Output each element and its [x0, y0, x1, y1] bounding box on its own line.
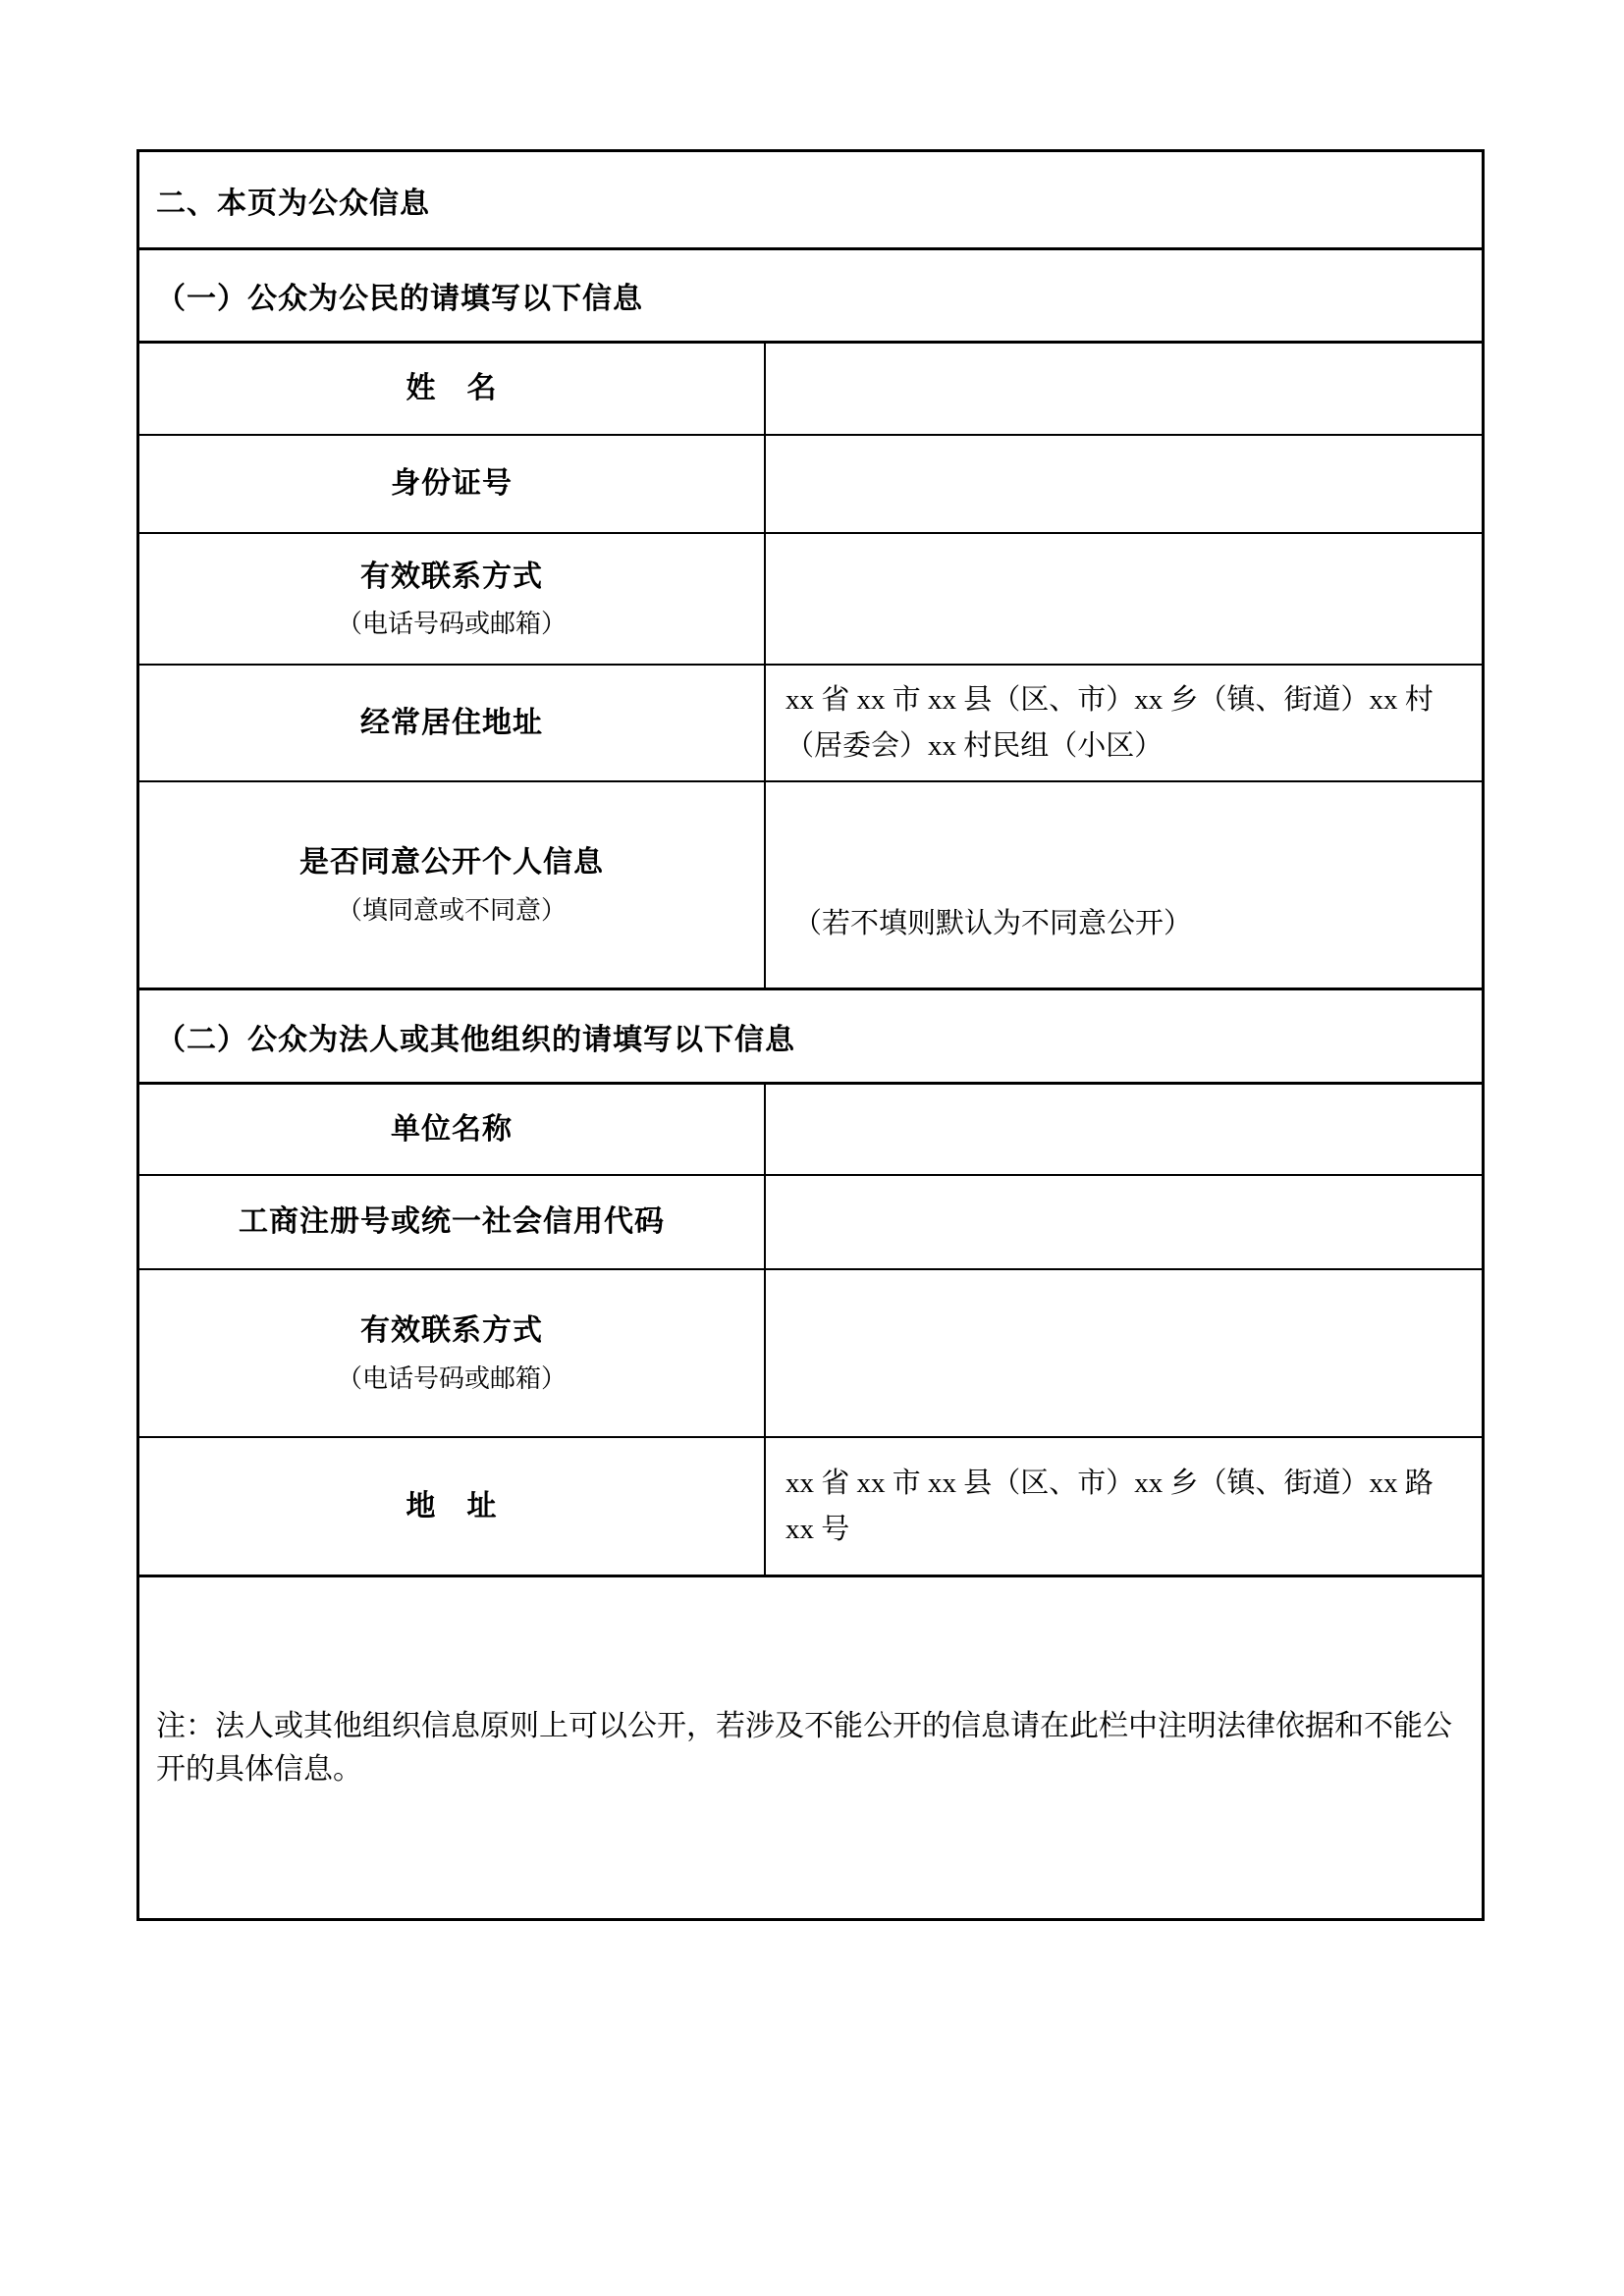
table-row-consent [139, 782, 1482, 990]
section-title: 二、本页为公众信息 [156, 187, 430, 220]
name-label-cell [139, 344, 766, 434]
id-number-label-cell [139, 436, 766, 532]
credit-code-label-cell [139, 1176, 766, 1268]
org-contact-label-cell [139, 1270, 766, 1436]
table-row-credit-code [139, 1176, 1482, 1270]
table-row-org-name [139, 1085, 1482, 1176]
table-row-residence-address [139, 666, 1482, 782]
note-text: 注：法人或其他组织信息原则上可以公开，若涉及不能公开的信息请在此栏中注明法律依据和不能公开的具体信息。 [156, 1710, 1452, 1786]
part2-title: （二）公众为法人或其他组织的请填写以下信息 [156, 1023, 795, 1056]
id-number-value-field[interactable] [766, 436, 1482, 532]
org-contact-label: 有效联系方式 [360, 1314, 543, 1348]
citizen-contact-sublabel: （电话号码或邮箱） [336, 610, 567, 639]
part2-title-row [139, 990, 1482, 1085]
consent-value-field[interactable]: （若不填则默认为不同意公开） [793, 907, 1193, 939]
public-info-form-table [136, 149, 1485, 1921]
credit-code-label: 工商注册号或统一社会信用代码 [239, 1205, 665, 1239]
org-contact-value-field[interactable] [766, 1270, 1482, 1436]
org-name-label-cell [139, 1085, 766, 1174]
citizen-contact-value-field[interactable] [766, 534, 1482, 664]
part1-title-row [139, 250, 1482, 344]
citizen-contact-label: 有效联系方式 [360, 560, 543, 593]
table-row-org-contact [139, 1270, 1482, 1438]
consent-sublabel: （填同意或不同意） [336, 895, 567, 925]
table-row-citizen-contact [139, 534, 1482, 666]
residence-address-value-field[interactable]: xx 省 xx 市 xx 县（区、市）xx 乡（镇、街道）xx 村（居委会）xx 村民组（小区） [785, 684, 1434, 762]
org-contact-sublabel: （电话号码或邮箱） [336, 1363, 567, 1393]
org-address-value-field[interactable]: xx 省 xx 市 xx 县（区、市）xx 乡（镇、街道）xx 路 xx 号 [785, 1468, 1434, 1545]
credit-code-value-field[interactable] [766, 1176, 1482, 1268]
org-name-value-field[interactable] [766, 1085, 1482, 1174]
residence-address-label-cell [139, 666, 766, 780]
org-address-label-cell [139, 1438, 766, 1575]
residence-address-label: 经常居住地址 [360, 706, 543, 739]
note-fill-area[interactable] [139, 1577, 1482, 1918]
citizen-contact-label-cell [139, 534, 766, 664]
name-label: 姓 名 [406, 372, 498, 405]
org-name-label: 单位名称 [391, 1112, 513, 1146]
table-row-org-address [139, 1438, 1482, 1577]
consent-label: 是否同意公开个人信息 [299, 846, 604, 880]
consent-label-cell [139, 782, 766, 988]
section-title-row [139, 152, 1482, 250]
id-number-label: 身份证号 [391, 467, 513, 501]
table-row-name [139, 344, 1482, 436]
name-value-field[interactable] [766, 344, 1482, 434]
org-address-label: 地 址 [406, 1489, 498, 1522]
table-row-id-number [139, 436, 1482, 534]
part1-title: （一）公众为公民的请填写以下信息 [156, 283, 643, 315]
